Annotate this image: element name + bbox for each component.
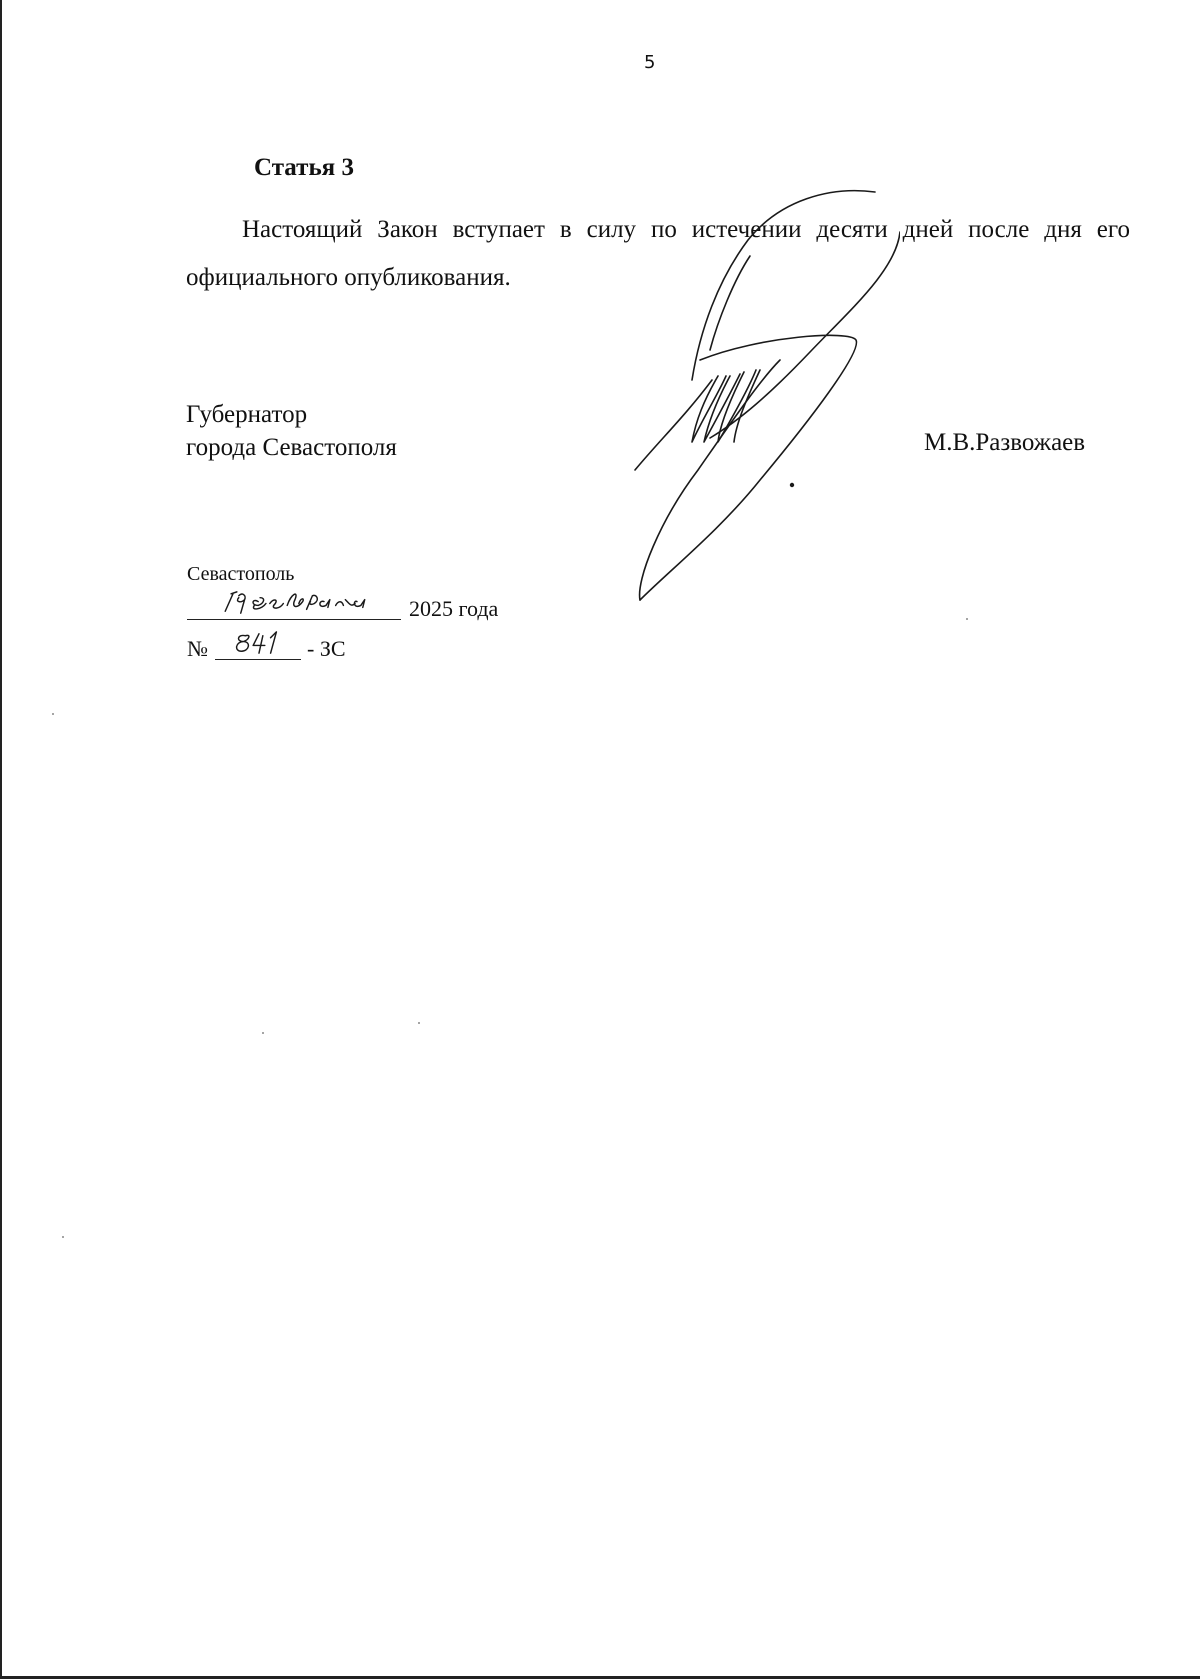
article-title: Статья 3: [254, 154, 354, 181]
scan-speck: [418, 1022, 420, 1024]
signature-dot: [790, 483, 794, 487]
handwritten-number-icon: [215, 628, 301, 660]
article-text: Настоящий Закон вступает в силу по истечении десяти дней после дня его официального опубликования.: [186, 216, 1130, 291]
signer-name: М.В.Развожаев: [924, 429, 1086, 456]
scan-speck: [262, 1032, 264, 1034]
scan-speck: [966, 618, 968, 620]
issue-year: 2025 года: [409, 596, 499, 621]
signature-stroke-tail: [710, 256, 750, 350]
scan-speck: [62, 1236, 64, 1238]
scan-speck: [52, 713, 54, 715]
signer-title-line1: Губернатор: [186, 401, 308, 428]
signer-title-line2: города Севастополя: [186, 434, 397, 461]
number-sign: №: [187, 636, 208, 661]
handwritten-date-icon: [187, 588, 401, 620]
issue-place: Севастополь: [187, 563, 295, 585]
number-suffix: - ЗС: [307, 636, 346, 661]
signature-stroke-descender: [640, 360, 780, 600]
signature-icon: [600, 180, 900, 620]
signature-stroke-top-loop: [692, 191, 875, 380]
signature-stroke-loop: [640, 335, 856, 600]
signer-title: [186, 398, 397, 464]
scan-edge-left: [0, 0, 2, 1679]
page-number: 5: [644, 52, 656, 73]
